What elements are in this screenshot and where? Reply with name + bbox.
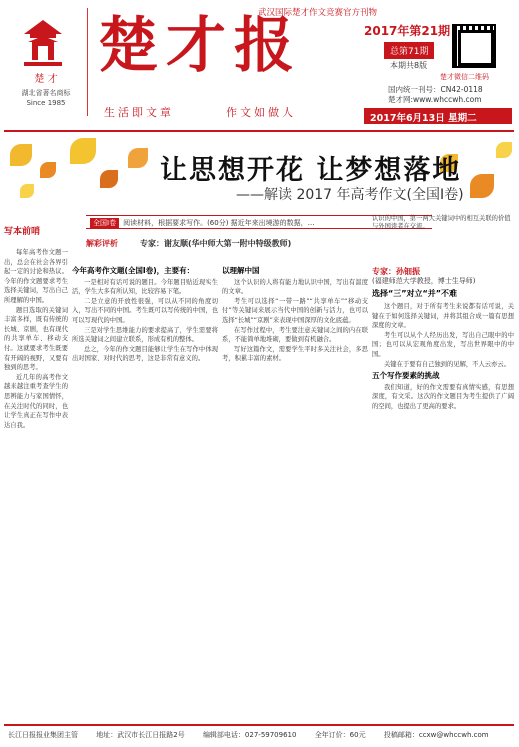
- col3-paragraph: 写好这篇作文，需要学生平时多关注社会，多思考，积累丰富的素材。: [222, 345, 368, 363]
- qr-label: 楚才微信二维码: [440, 73, 489, 81]
- total-issue-badge: 总第71期: [384, 42, 434, 59]
- date-bar: 2017年6月13日 星期二: [364, 108, 512, 124]
- footer-address: 地址：武汉市长江日报路2号: [96, 731, 185, 739]
- col2-paragraph: 二是立意的开放性很强，可以从不同的角度切入，写出不同的中国。考生既可以写传统的中国，也可以写现代的中国。: [72, 297, 218, 324]
- logo-since-label: Since 1985: [26, 99, 66, 107]
- issue-number: 2017年第21期: [364, 24, 451, 38]
- newspaper-title: 楚才报: [98, 11, 302, 81]
- review-author: 专家：谢友顺(华中师大第一附中特级教师): [140, 239, 292, 248]
- official-publication-label: 武汉国际楚才作文竞赛官方刊物: [258, 8, 378, 18]
- footer-publisher: 长江日报报业集团主管: [8, 731, 78, 739]
- article-column-2: [72, 264, 218, 704]
- left-column-heading: 写本前哨: [4, 227, 41, 237]
- col3-subheading: 以理解中国: [222, 266, 260, 275]
- col4-paragraph: 考生可以从个人经历出发，写出自己眼中的中国；也可以从宏观角度出发，写出世界眼中的中国。: [372, 331, 514, 358]
- col4-paragraph: 这个题目，对于所有考生来说都有话可说，关键在于如何选择关键词，并将其组合成一篇有思想深度的文章。: [372, 303, 514, 330]
- logo: [4, 8, 88, 116]
- article-column-3: [222, 264, 368, 704]
- col2-paragraph: 一是相对有话可说的题目。今年题目贴近现实生活，学生大多有所认知，比较容易下笔。: [72, 278, 218, 296]
- expert-org: (福建师范大学教授，博士生导师): [372, 277, 476, 285]
- website-label: 楚才网:www.whccwh.com: [388, 95, 482, 104]
- footer-price: 全年订价：60元: [314, 731, 366, 739]
- col3-paragraph: 这个认识的人将有能力地认识中国，写出有温度的文章。: [222, 278, 368, 296]
- cn-number: 国内统一刊号：CN42-0118: [388, 85, 483, 94]
- exam-prompt-text: 阅读材料，根据要求写作。(60分) 据近年来出境游的数据，…: [123, 219, 315, 227]
- page-count: 本期共8版: [390, 61, 428, 70]
- left-paragraph: 每年高考作文题一出，总会在社会各界引起一定的讨论和热议。今年的作文题要求考生选择关键词，写出自己所理解的中国。: [4, 249, 68, 304]
- col4-paragraph: 关键在于要有自己独到的见解，不人云亦云。: [384, 360, 510, 368]
- exam-tag: 全国Ⅰ卷: [90, 218, 119, 228]
- col2-paragraph: 三是对学生思维能力的要求提高了，学生需要将所选关键词之间建立联系，形成有机的整体。: [72, 326, 218, 344]
- masthead: [0, 0, 519, 140]
- col3-paragraph: 考生可以选择“一带一路”“共享单车”“移动支付”等关键词来展示当代中国的创新与活力，也可以选择“长城”“京剧”来表现中国深厚的文化底蕴。: [222, 297, 368, 324]
- right-subheading: 选择“三”对立“并”不难: [372, 289, 458, 298]
- footer: [4, 724, 514, 742]
- footer-phone: 编辑部电话：027-59709610: [202, 731, 297, 739]
- slogan-left: 生活即文章: [104, 106, 174, 119]
- col3-paragraph: 在写作过程中，考生要注意关键词之间的内在联系，不能简单地堆砌，要做到有机融合。: [222, 326, 368, 344]
- left-paragraph: 近几年的高考作文越来越注重考查学生的思辨能力与家国情怀，在关注时代的同时，也让学生真正在写作中表达自我。: [4, 373, 68, 429]
- qr-code-icon[interactable]: [452, 24, 496, 68]
- col2-subheading: 今年高考作文题(全国Ⅰ卷)，主要有：: [72, 266, 195, 275]
- slogan-right: 作文如做人: [226, 106, 296, 119]
- left-column: [4, 248, 68, 688]
- expert-label: 专家：孙钿振: [372, 267, 420, 276]
- pavilion-logo-icon: [20, 14, 66, 70]
- logo-trademark-label: 湖北省著名商标: [21, 89, 71, 97]
- headline: 让思想开花 让梦想落地: [160, 155, 462, 186]
- col4-paragraph: 我们知道，好的作文需要有真情实感，有思想深度，有文采。这次的作文题目为考生提供了广阔的空间，也提出了更高的要求。: [372, 383, 514, 410]
- masthead-divider: [4, 130, 514, 132]
- article-column-4: [372, 302, 514, 720]
- review-label: 解彩评析: [86, 239, 118, 248]
- col2-paragraph: 总之，今年的作文题目能够让学生在写作中体现出对国家、对时代的思考，这是非常有意义的。: [72, 345, 218, 363]
- logo-text: 楚 才: [34, 74, 58, 85]
- subheadline: ——解读 2017 年高考作文(全国Ⅰ卷): [236, 187, 464, 203]
- footer-email[interactable]: 投稿邮箱：ccxw@whccwh.com: [383, 731, 489, 739]
- right-top-text: 认识的中国，第一两大关键词中的相互关联的价值与外国读者在交流。: [372, 215, 511, 230]
- col4-section-heading: 五个写作要素的挑战: [372, 371, 440, 381]
- left-paragraph: 题目选取的关键词丰富多样，既有传统的长城、京剧，也有现代的共享单车、移动支付。这就要求考生既要有开阔的视野，又要有独到的思考。: [4, 306, 68, 372]
